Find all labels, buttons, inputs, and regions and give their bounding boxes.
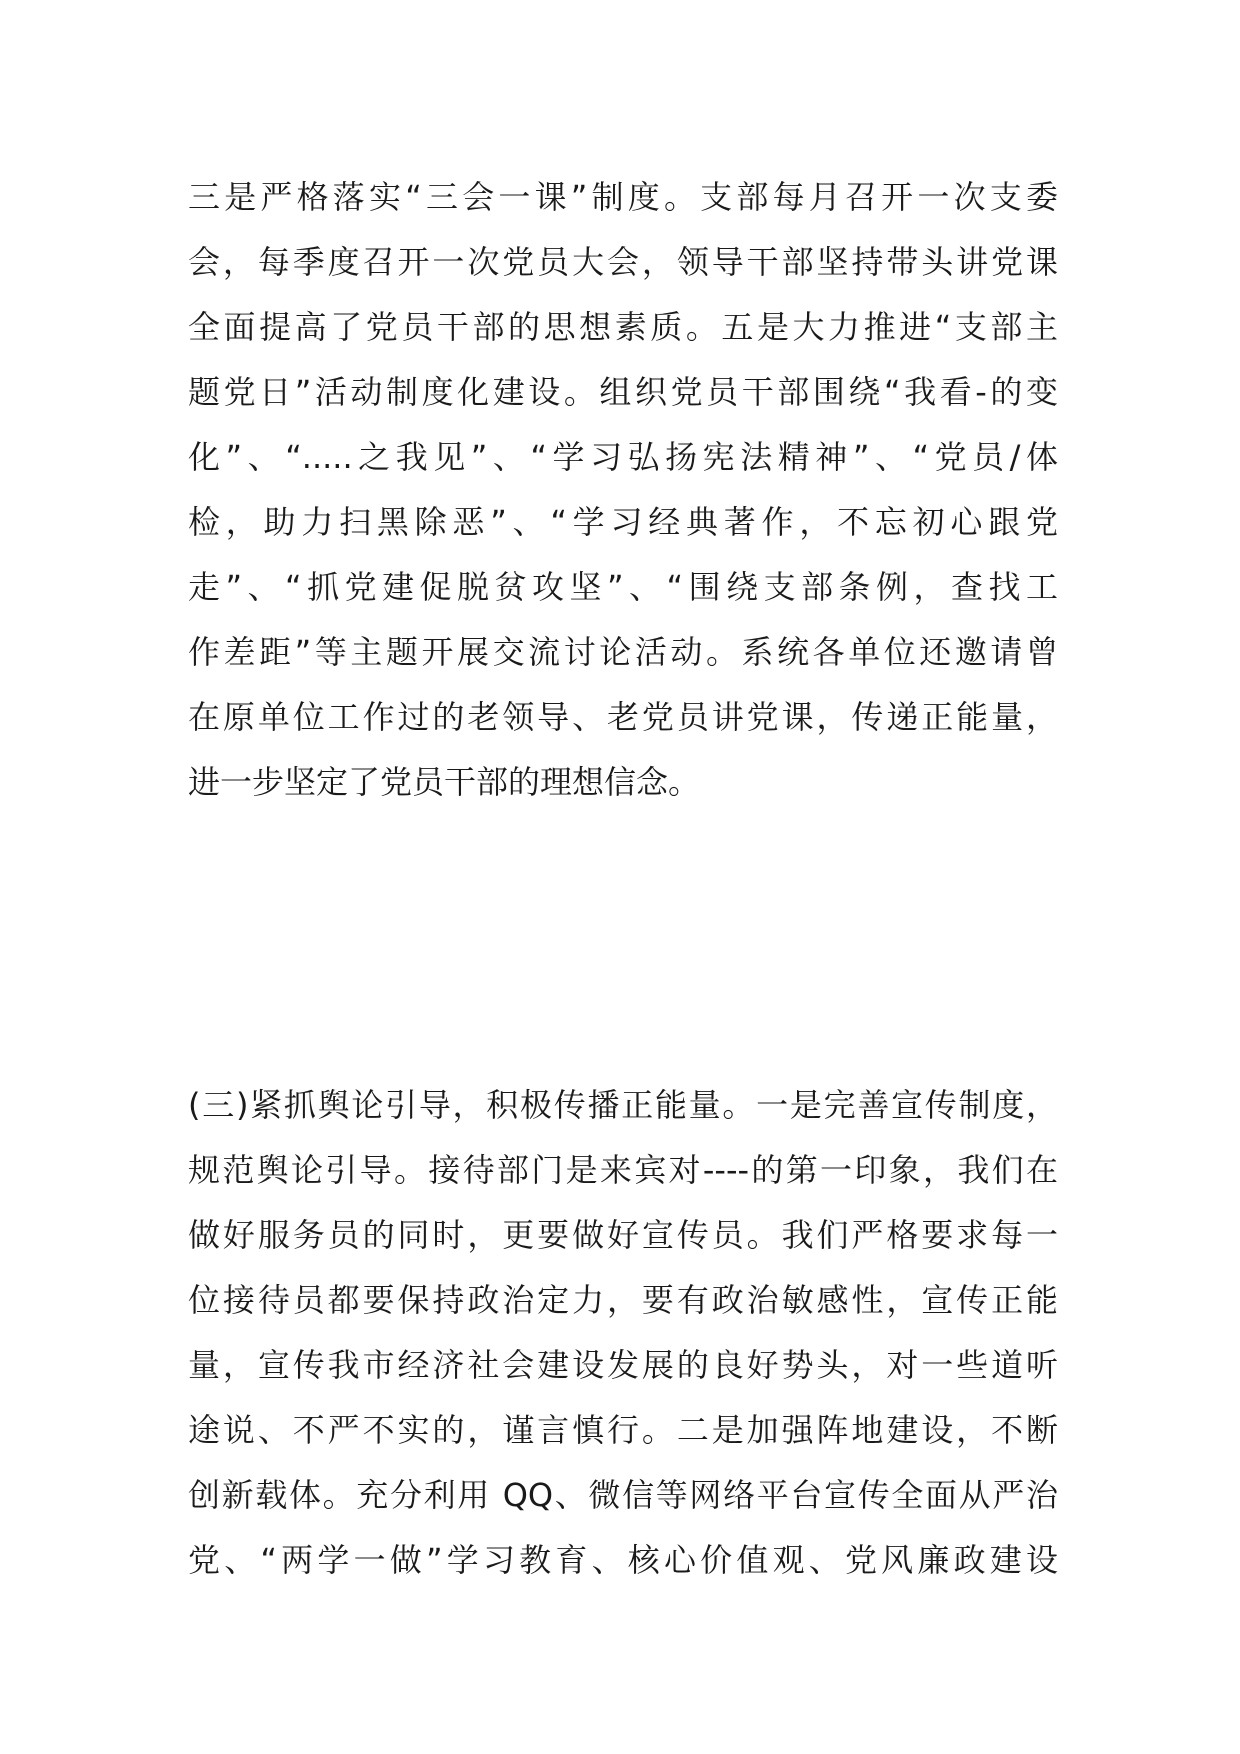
text-line: 化”、“.....之我见”、“学习弘扬宪法精神”、“党员/体 [188,438,1058,476]
text-line: (三)紧抓舆论引导，积极传播正能量。一是完善宣传制度， [188,1086,1058,1124]
text-line: 进一步坚定了党员干部的理想信念。 [188,763,701,801]
text-line: 走”、“抓党建促脱贫攻坚”、“围绕支部条例，查找工 [188,568,1058,606]
text-line: 途说、不严不实的，谨言慎行。二是加强阵地建设，不断 [188,1411,1058,1449]
text-line: 全面提高了党员干部的思想素质。五是大力推进“支部主 [188,308,1058,346]
paragraph-public-opinion [188,1073,1058,1593]
text-line: 会，每季度召开一次党员大会，领导干部坚持带头讲党课 [188,243,1058,281]
text-line: 检，助力扫黑除恶”、“学习经典著作，不忘初心跟党 [188,503,1058,541]
text-line: 做好服务员的同时，更要做好宣传员。我们严格要求每一 [188,1216,1058,1254]
text-line: 创新载体。充分利用 QQ、微信等网络平台宣传全面从严治 [188,1476,1058,1514]
text-line: 量，宣传我市经济社会建设发展的良好势头，对一些道听 [188,1346,1058,1384]
text-line: 三是严格落实“三会一课”制度。支部每月召开一次支委 [188,178,1058,216]
text-line: 党、“两学一做”学习教育、核心价值观、党风廉政建设 [188,1541,1058,1579]
text-line: 作差距”等主题开展交流讨论活动。系统各单位还邀请曾 [188,633,1058,671]
text-line: 在原单位工作过的老领导、老党员讲党课，传递正能量， [188,698,1058,736]
paragraph-three-meetings [188,165,1058,815]
text-line: 位接待员都要保持政治定力，要有政治敏感性，宣传正能 [188,1281,1058,1319]
text-line: 题党日”活动制度化建设。组织党员干部围绕“我看-的变 [188,373,1058,411]
text-line: 规范舆论引导。接待部门是来宾对----的第一印象，我们在 [188,1151,1058,1189]
